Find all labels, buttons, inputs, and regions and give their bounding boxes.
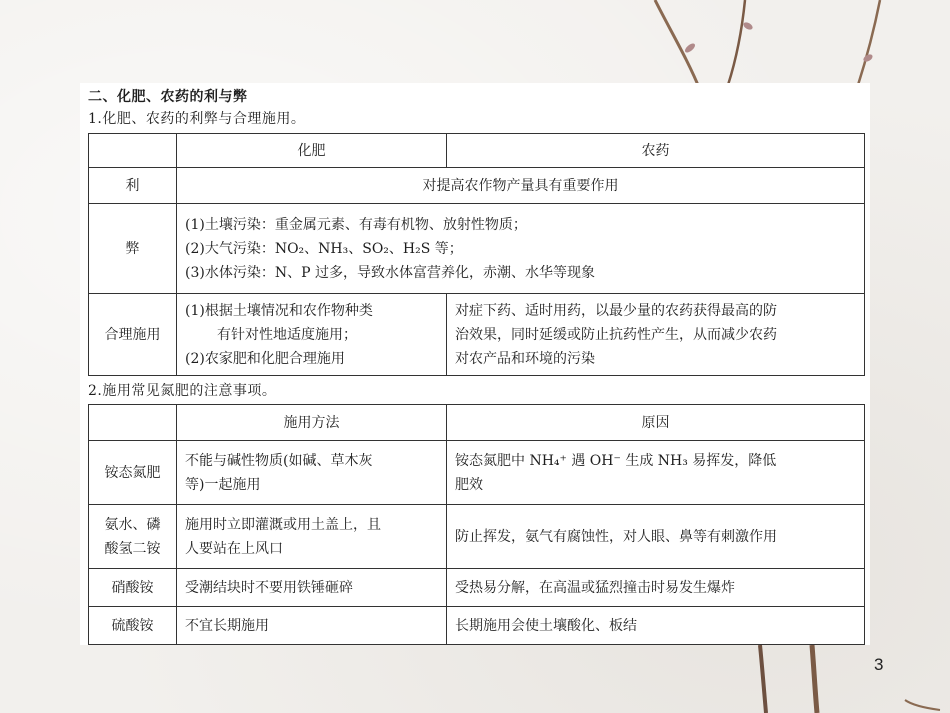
text-line: 治效果，同时延缓或防止抗药性产生，从而减少农药 xyxy=(455,326,777,343)
section-title: 二、化肥、农药的利与弊 xyxy=(88,89,248,105)
method-cell xyxy=(177,505,447,569)
table-row xyxy=(89,168,865,204)
fertilizer-name xyxy=(89,505,177,569)
pesticide-use-text xyxy=(447,294,865,376)
text-line: (2)大气污染：NO₂、NH₃、SO₂、H₂S 等； xyxy=(185,240,463,257)
method-cell xyxy=(177,607,447,645)
text-line: 铵态氮肥 xyxy=(104,464,161,481)
reason-cell xyxy=(447,505,865,569)
harm-text xyxy=(177,204,865,294)
header-cell: 施用方法 xyxy=(177,405,447,441)
row-label: 弊 xyxy=(89,204,177,294)
method-cell xyxy=(177,569,447,607)
text-line: 铵态氮肥中 NH₄⁺ 遇 OH⁻ 生成 NH₃ 易挥发，降低 xyxy=(455,452,777,469)
table-row xyxy=(89,607,865,645)
text-line: 等)一起施用 xyxy=(185,476,261,493)
table-header-row xyxy=(89,405,865,441)
nitrogen-fertilizer-table xyxy=(88,404,865,645)
method-cell xyxy=(177,441,447,505)
text-line: 肥效 xyxy=(455,476,483,493)
fertilizer-name xyxy=(89,441,177,505)
text-line: 受热易分解，在高温或猛烈撞击时易发生爆炸 xyxy=(455,579,735,596)
table-row xyxy=(89,441,865,505)
text-line: 对症下药、适时用药，以最少量的农药获得最高的防 xyxy=(455,302,777,319)
header-cell: 化肥 xyxy=(177,134,447,168)
header-cell xyxy=(89,405,177,441)
fertilizer-use-text xyxy=(177,294,447,376)
text-line: 受潮结块时不要用铁锤砸碎 xyxy=(185,579,353,596)
text-line: (2)农家肥和化肥合理施用 xyxy=(185,350,345,367)
table-row xyxy=(89,505,865,569)
text-line: 施用时立即灌溉或用土盖上，且 xyxy=(185,516,381,533)
text-line: 酸氢二铵 xyxy=(104,540,161,557)
text-line: (1)土壤污染：重金属元素、有毒有机物、放射性物质； xyxy=(185,216,527,233)
text-line: 人要站在上风口 xyxy=(185,540,283,557)
header-cell: 农药 xyxy=(447,134,865,168)
text-line: 硝酸铵 xyxy=(111,579,154,596)
text-line: 对农产品和环境的污染 xyxy=(455,350,595,367)
table-row xyxy=(89,294,865,376)
reason-cell xyxy=(447,569,865,607)
page-number: 3 xyxy=(874,655,884,674)
table2-caption: 2.施用常见氮肥的注意事项。 xyxy=(88,383,277,399)
text-line: (3)水体污染：N、P 过多，导致水体富营养化，赤潮、水华等现象 xyxy=(185,264,595,281)
text-line: 不能与碱性物质(如碱、草木灰 xyxy=(185,452,373,469)
table-row xyxy=(89,204,865,294)
table-row xyxy=(89,569,865,607)
fertilizer-name xyxy=(89,569,177,607)
table-header-row xyxy=(89,134,865,168)
text-line: 硫酸铵 xyxy=(111,617,154,634)
header-cell xyxy=(89,134,177,168)
text-line: 长期施用会使土壤酸化、板结 xyxy=(455,617,637,634)
fertilizer-pesticide-table xyxy=(88,133,865,376)
text-line: 不宜长期施用 xyxy=(185,617,269,634)
reason-cell xyxy=(447,441,865,505)
row-label: 合理施用 xyxy=(89,294,177,376)
text-line: 有针对性地适度施用； xyxy=(217,326,357,343)
table1-caption: 1.化肥、农药的利弊与合理施用。 xyxy=(88,111,306,127)
benefit-text: 对提高农作物产量具有重要作用 xyxy=(177,168,865,204)
text-line: 防止挥发，氨气有腐蚀性，对人眼、鼻等有刺激作用 xyxy=(455,528,777,545)
row-label: 利 xyxy=(89,168,177,204)
fertilizer-name xyxy=(89,607,177,645)
text-line: 氨水、磷 xyxy=(104,516,161,533)
reason-cell xyxy=(447,607,865,645)
header-cell: 原因 xyxy=(447,405,865,441)
text-line: (1)根据土壤情况和农作物种类 xyxy=(185,302,373,319)
